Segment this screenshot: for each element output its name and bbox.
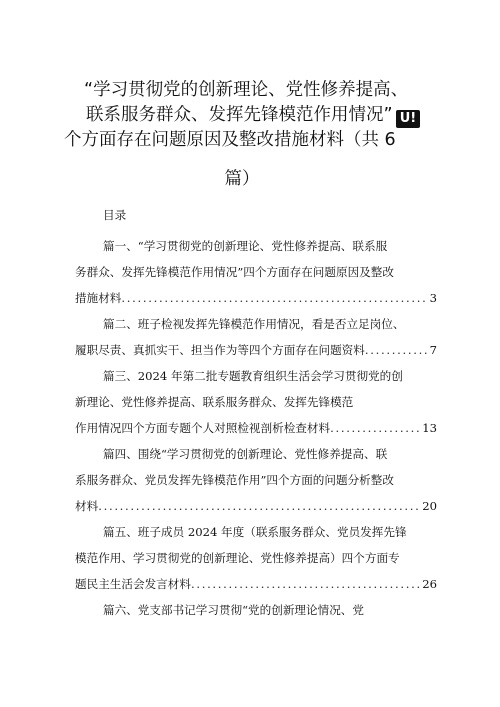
toc-entry-line: 模范作用、学习贯彻党的创新理论、党性修养提高）四个方面专 xyxy=(75,551,400,565)
document-title xyxy=(62,78,452,192)
toc-entry-line: 篇三、2024 年第二批专题教育组织生活会学习贯彻党的创 xyxy=(103,369,403,383)
toc-page-number: 3 xyxy=(429,291,437,305)
dot-leader xyxy=(191,571,420,597)
toc-entry-tail: 履职尽责、真抓实干、担当作为等四个方面存在问题资料 xyxy=(75,343,365,357)
dot-leader xyxy=(121,285,427,311)
toc-entry-leader-line xyxy=(75,415,437,441)
watermark-badge: U! xyxy=(396,110,420,128)
toc-entry-line: 篇六、党支部书记学习贯彻“党的创新理论情况、党 xyxy=(103,603,364,617)
toc-entry-line: 务群众、发挥先锋模范作用情况”四个方面存在问题原因及整改 xyxy=(75,265,394,279)
toc-entry[interactable] xyxy=(75,363,437,441)
toc-page-number: 7 xyxy=(429,343,437,357)
toc-entry-leader-line xyxy=(75,571,437,597)
title-line-3: 个方面存在问题原因及整改措施材料（共 6 xyxy=(64,130,396,150)
toc-entry-line: 新理论、党性修养提高、联系服务群众、发挥先锋模范 xyxy=(75,395,354,409)
toc-entry-line: 篇一、“学习贯彻党的创新理论、党性修养提高、联系服 xyxy=(103,239,388,253)
title-line-2: 联系服务群众、发挥先锋模范作用情况” xyxy=(86,105,393,125)
toc-entry-line: 篇四、围绕“学习贯彻党的创新理论、党性修养提高、联 xyxy=(103,447,388,461)
toc-entry-tail: 措施材料 xyxy=(75,291,122,305)
toc-entry[interactable] xyxy=(75,441,437,519)
toc-page-number: 13 xyxy=(422,421,437,435)
toc-entry-line: 系服务群众、党员发挥先锋模范作用”四个方面的问题分析整改 xyxy=(75,473,394,487)
toc-page-number: 20 xyxy=(422,499,437,513)
title-line-1: “学习贯彻党的创新理论、党性修养提高、 xyxy=(84,80,409,100)
toc-entry[interactable] xyxy=(75,597,437,623)
toc-entry[interactable] xyxy=(75,233,437,311)
dot-leader xyxy=(330,415,420,441)
toc-entry-line: 篇五、班子成员 2024 年度（联系服务群众、党员发挥先锋 xyxy=(103,525,407,539)
toc-heading: 目录 xyxy=(103,208,127,222)
toc-entry[interactable] xyxy=(75,311,437,363)
toc-page-number: 26 xyxy=(422,577,437,591)
toc-entry-leader-line xyxy=(75,337,437,363)
toc-entry-tail: 作用情况四个方面专题个人对照检视剖析检查材料 xyxy=(75,421,331,435)
title-line-4: 篇） xyxy=(224,169,260,189)
dot-leader xyxy=(365,337,428,363)
toc-entry-leader-line xyxy=(75,285,437,311)
toc-entry-tail: 材料 xyxy=(75,499,99,513)
toc-entry[interactable] xyxy=(75,519,437,597)
toc-entry-leader-line xyxy=(75,493,437,519)
toc-entry-tail: 题民主生活会发言材料 xyxy=(75,577,191,591)
table-of-contents xyxy=(75,205,437,623)
toc-entry-line: 篇二、班子检视发挥先锋模范作用情况，看是否立足岗位、 xyxy=(103,317,405,331)
dot-leader xyxy=(98,493,420,519)
